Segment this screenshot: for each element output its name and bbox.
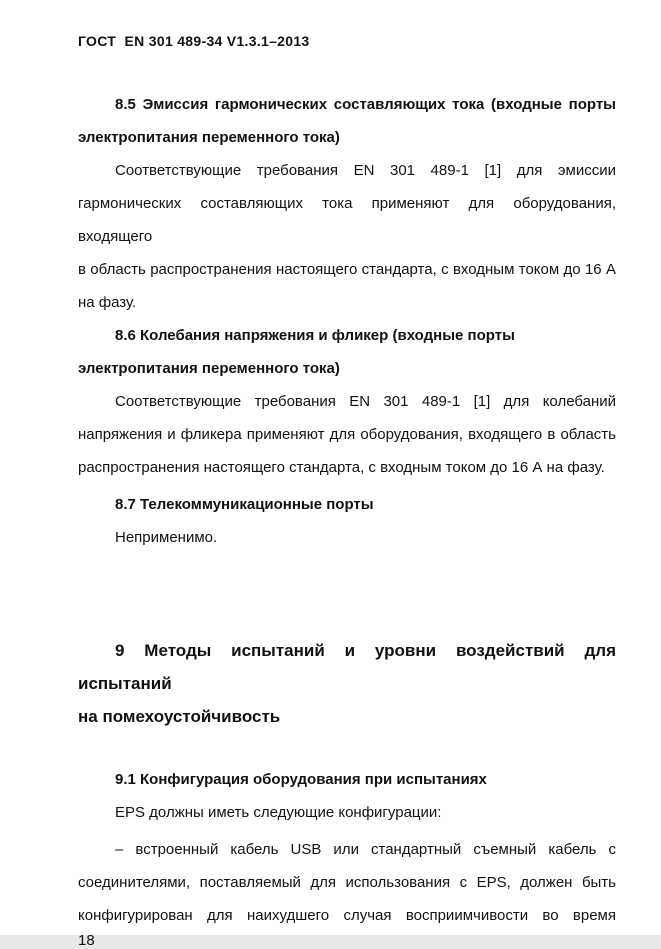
heading-8-7-line-1: 8.7 Телекоммуникационные порты	[115, 496, 374, 513]
heading-9-1-line-1: 9.1 Конфигурация оборудования при испытаниях	[115, 771, 487, 788]
heading-8-6	[78, 319, 616, 385]
page-number: 18	[78, 932, 95, 949]
paragraph-8-7-line-1: Неприменимо.	[115, 529, 218, 546]
heading-9-line-2: на помехоустойчивость	[78, 707, 281, 726]
paragraph-8-6-line-2: напряжения и фликера применяют для оборудования, входящего в область	[78, 426, 616, 443]
heading-8-5	[78, 88, 616, 154]
paragraph-8-6-line-3: распространения настоящего стандарта, с входным током до 16 А на фазу.	[78, 459, 605, 476]
heading-9-line-1: 9 Методы испытаний и уровни воздействий для испытаний	[78, 641, 616, 693]
heading-8-6-line-1: 8.6 Колебания напряжения и фликер (входные порты	[115, 327, 515, 344]
heading-8-6-line-2: электропитания переменного тока)	[78, 360, 340, 377]
paragraph-9-1-list-line-2: соединителями, поставляемый для использования с EPS, должен быть	[78, 874, 616, 891]
paragraph-8-6	[78, 385, 616, 484]
paragraph-9-1-intro-line-1: EPS должны иметь следующие конфигурации:	[115, 804, 442, 821]
paragraph-8-5	[78, 154, 616, 319]
heading-8-7	[78, 488, 616, 521]
heading-8-5-line-2: электропитания переменного тока)	[78, 129, 340, 146]
paragraph-8-5-line-3: в область распространения настоящего стандарта, с входным током до 16 А	[78, 261, 616, 278]
heading-9	[78, 634, 616, 733]
running-header: ГОСТ EN 301 489-34 V1.3.1–2013	[78, 33, 310, 49]
paragraph-8-5-line-2: гармонических составляющих тока применяют для оборудования, входящего	[78, 195, 616, 245]
paragraph-8-6-line-1: Соответствующие требования EN 301 489-1 [1] для колебаний	[115, 393, 616, 410]
heading-8-5-line-1: 8.5 Эмиссия гармонических составляющих тока (входные порты	[115, 96, 616, 113]
paragraph-8-5-line-1: Соответствующие требования EN 301 489-1 [1] для эмиссии	[115, 162, 616, 179]
paragraph-9-1-list-line-3: конфигурирован для наихудшего случая восприимчивости во время	[78, 907, 616, 924]
paragraph-8-5-line-4: на фазу.	[78, 294, 137, 311]
heading-9-1	[78, 763, 616, 796]
paragraph-9-1-list-item	[78, 833, 616, 932]
page-content	[78, 0, 616, 949]
paragraph-9-1-list-line-1: – встроенный кабель USB или стандартный съемный кабель с	[115, 841, 616, 858]
paragraph-9-1-intro	[78, 796, 616, 829]
paragraph-8-7	[78, 521, 616, 554]
